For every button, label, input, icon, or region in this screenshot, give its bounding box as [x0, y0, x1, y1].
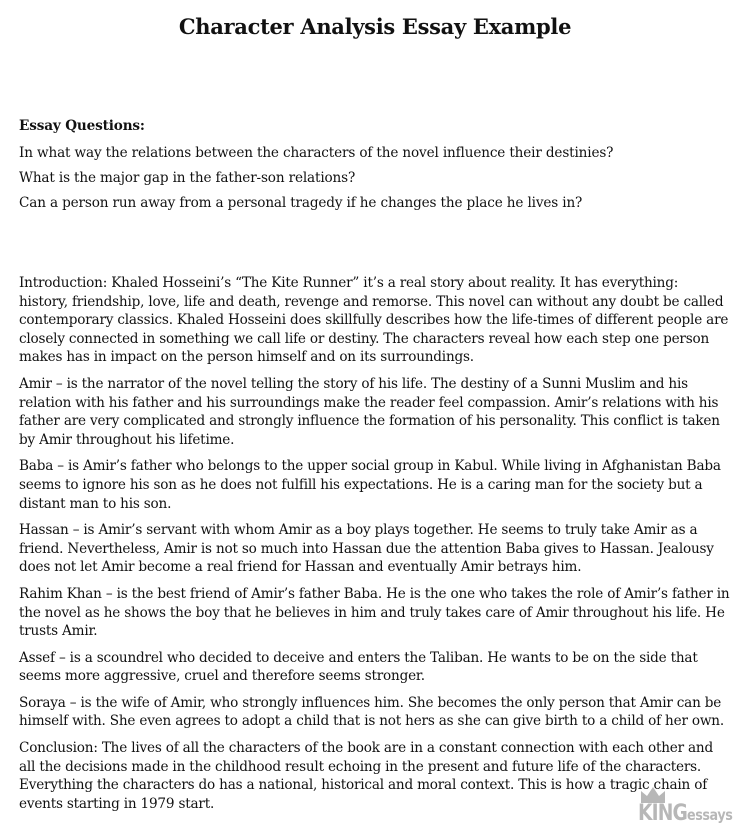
watermark-brand-bold: KING — [638, 801, 688, 826]
essay-questions-section — [19, 117, 731, 219]
paragraph-baba: Baba – is Amir’s father who belongs to the upper social group in Kabul. While living in Afghanistan Baba seems to ignore his son as he does not fulfill his expectations. He is a caring man for the society but a distant man to his son. — [19, 458, 721, 512]
essay-question: Can a person run away from a personal tragedy if he changes the place he lives in? — [19, 195, 583, 211]
paragraph-introduction: Introduction: Khaled Hosseini’s “The Kite Runner” it’s a real story about reality. It has everything: history, friendship, love, life and death, revenge and remorse. This novel can without any doubt be called contemporary classics. Khaled Hosseini does skillfully describes how the life-times of different people are closely connected in something we call life or destiny. The characters reveal how each step one person makes has in impact on the person himself and on its surroundings. — [19, 275, 729, 366]
essay-questions-label: Essay Questions: — [19, 118, 145, 134]
essay-question: What is the major gap in the father-son relations? — [19, 170, 356, 186]
watermark-brand-light: essays — [687, 806, 733, 824]
paragraph-rahim-khan: Rahim Khan – is the best friend of Amir’s father Baba. He is the one who takes the role of Amir’s father in the novel as he shows the boy that he believes in him and truly takes care of Amir throughout his life. He trusts Amir. — [19, 585, 730, 640]
essay-body — [19, 274, 731, 821]
paragraph-soraya: Soraya – is the wife of Amir, who strongly influences him. She becomes the only person that Amir can be himself with. She even agrees to adopt a child that is not hers as she can give birth to a child of her own. — [19, 694, 724, 730]
paragraph-amir: Amir – is the narrator of the novel telling the story of his life. The destiny of a Sunni Muslim and his relation with his father and his surroundings make the reader feel compassion. Amir’s relations with his father are very complicated and strongly influence the formation of his personality. This conflict is taken by Amir throughout his lifetime. — [19, 375, 720, 448]
paragraph-hassan: Hassan – is Amir’s servant with whom Amir as a boy plays together. He seems to truly take Amir as a friend. Nevertheless, Amir is not so much into Hassan due the attention Baba gives to Hassan. Jealousy does not let Amir become a real friend for Hassan and eventually Amir betrays him. — [19, 522, 714, 576]
essay-question: In what way the relations between the characters of the novel influence their destinies? — [19, 145, 614, 161]
paragraph-assef: Assef – is a scoundrel who decided to deceive and enters the Taliban. He wants to be on the side that seems more aggressive, cruel and therefore seems stronger. — [19, 649, 698, 685]
page-title: Character Analysis Essay Example — [178, 14, 572, 39]
king-essays-watermark — [636, 786, 748, 830]
paragraph-conclusion: Conclusion: The lives of all the characters of the book are in a constant connection with each other and all the decisions made in the childhood result echoing in the present and future life of the characters. Everything the characters do has a national, historical and moral context. This is how a tragic chain of events starting in 1979 start. — [19, 740, 713, 812]
